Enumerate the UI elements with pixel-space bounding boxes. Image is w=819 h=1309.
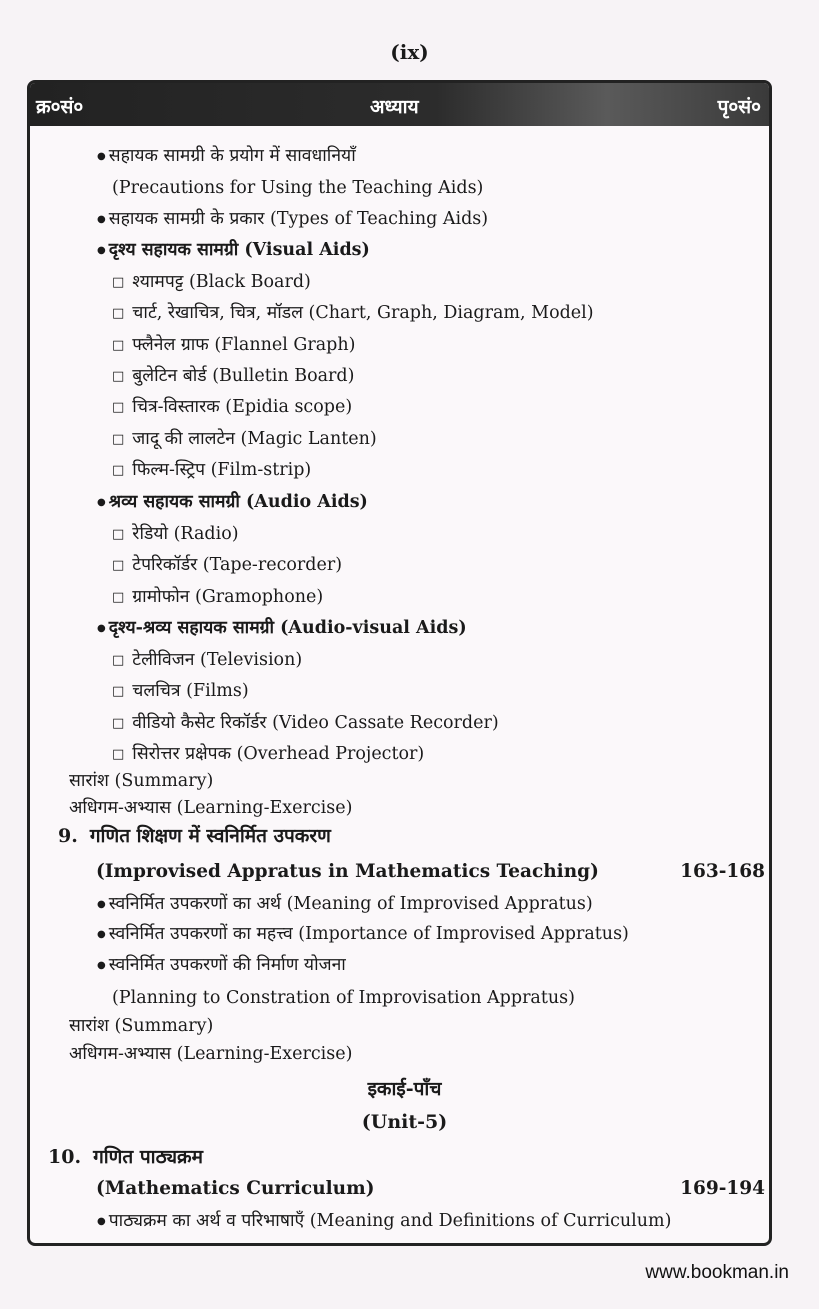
page-number-header: पृ०सं०: [717, 96, 761, 118]
toc-entry: [112, 332, 769, 360]
toc-entry: [97, 206, 769, 235]
toc-entry: [96, 859, 769, 885]
toc-text-item: सारांश (Summary): [69, 1016, 214, 1036]
toc-text-item: अधिगम-अभ्यास (Learning-Exercise): [69, 798, 353, 818]
toc-entry: [97, 921, 769, 950]
chapter-subtitle: (Mathematics Curriculum): [96, 1178, 375, 1199]
toc-bullet-item: ● सहायक सामग्री के प्रकार (Types of Teaching Aids): [97, 209, 488, 229]
toc-entry: [97, 615, 769, 644]
toc-sub-item: □ फिल्म-स्ट्रिप (Film-strip): [112, 460, 311, 480]
toc-bullet-item: ● स्वनिर्मित उपकरणों का महत्त्व (Importance of Improvised Appratus): [97, 924, 629, 944]
toc-entry: [112, 521, 769, 549]
toc-entry: [112, 584, 769, 612]
table-of-contents: [27, 80, 772, 1246]
toc-sub-item: □ चार्ट, रेखाचित्र, चित्र, मॉडल (Chart, Graph, Diagram, Model): [112, 303, 594, 323]
toc-entry: [112, 269, 769, 297]
toc-sub-item: □ चलचित्र (Films): [112, 681, 249, 701]
toc-entry: [97, 489, 769, 518]
toc-entry: [97, 237, 769, 266]
toc-bullet-item: ● सहायक सामग्री के प्रयोग में सावधानियाँ: [97, 146, 356, 166]
toc-sub-item: □ फ्लैनेल ग्राफ (Flannel Graph): [112, 335, 356, 355]
toc-entry: [112, 457, 769, 485]
toc-entry: [48, 1144, 769, 1171]
toc-text-item: (Planning to Constration of Improvisation Appratus): [112, 988, 575, 1008]
toc-entry: [112, 985, 769, 1011]
chapter-title: गणित शिक्षण में स्वनिर्मित उपकरण: [89, 825, 331, 847]
unit-title: इकाई-पाँच: [367, 1078, 442, 1100]
toc-sub-item: □ रेडियो (Radio): [112, 524, 239, 544]
toc-entry: [112, 363, 769, 391]
toc-sub-item: □ श्यामपट्ट (Black Board): [112, 272, 311, 292]
toc-sub-item: □ सिरोत्तर प्रक्षेपक (Overhead Projector): [112, 744, 424, 764]
toc-entry: [97, 952, 769, 981]
chapter-number: 10.: [48, 1146, 82, 1168]
toc-sub-item: □ टेलीविजन (Television): [112, 650, 302, 670]
toc-entry: [30, 1076, 769, 1103]
toc-entry: [112, 426, 769, 454]
toc-entry: [96, 1176, 769, 1202]
toc-entry: [112, 710, 769, 738]
toc-entry: [69, 1041, 769, 1067]
toc-text-item: (Precautions for Using the Teaching Aids): [112, 178, 484, 198]
toc-sub-item: □ जादू की लालटेन (Magic Lanten): [112, 429, 377, 449]
toc-entry: [97, 891, 769, 920]
toc-bullet-item: ● स्वनिर्मित उपकरणों का अर्थ (Meaning of Improvised Appratus): [97, 894, 593, 914]
page-number: (ix): [390, 40, 429, 64]
toc-entry: [97, 1208, 769, 1237]
toc-entry: [97, 143, 769, 172]
toc-entry: [69, 1013, 769, 1039]
toc-bullet-item: ● दृश्य सहायक सामग्री (Visual Aids): [97, 240, 370, 260]
footer-url: www.bookman.in: [645, 1262, 789, 1283]
toc-entry: [58, 823, 769, 850]
toc-text-item: सारांश (Summary): [69, 771, 214, 791]
toc-entry: [112, 300, 769, 328]
toc-text-item: अधिगम-अभ्यास (Learning-Exercise): [69, 1044, 353, 1064]
toc-bullet-item: ● पाठ्यक्रम का अर्थ व परिभाषाएँ (Meaning and Definitions of Curriculum): [97, 1211, 671, 1231]
toc-entry: [112, 394, 769, 422]
toc-bullet-item: ● श्रव्य सहायक सामग्री (Audio Aids): [97, 492, 368, 512]
toc-sub-item: □ ग्रामोफोन (Gramophone): [112, 587, 323, 607]
toc-entry: [112, 552, 769, 580]
toc-bullet-item: ● स्वनिर्मित उपकरणों की निर्माण योजना: [97, 955, 346, 975]
chapter-subtitle: (Improvised Appratus in Mathematics Teaching): [96, 861, 599, 882]
toc-entry: [69, 795, 769, 821]
chapter-page-range: 163-168: [680, 861, 765, 882]
toc-entry: [112, 175, 769, 201]
toc-entry: [69, 768, 769, 794]
toc-sub-item: □ वीडियो कैसेट रिकॉर्डर (Video Cassate Recorder): [112, 713, 499, 733]
chapter-header: अध्याय: [370, 96, 419, 118]
toc-entry: [112, 678, 769, 706]
toc-entry: [112, 741, 769, 769]
toc-bullet-item: ● दृश्य-श्रव्य सहायक सामग्री (Audio-visual Aids): [97, 618, 467, 638]
toc-sub-item: □ टेपरिकॉर्डर (Tape-recorder): [112, 555, 342, 575]
chapter-number: 9.: [58, 825, 78, 847]
chapter-page-range: 169-194: [680, 1178, 765, 1199]
toc-header-bar: [30, 83, 769, 126]
unit-subtitle: (Unit-5): [361, 1111, 448, 1133]
toc-entry: [30, 1109, 769, 1136]
chapter-title: गणित पाठ्यक्रम: [93, 1146, 203, 1168]
serial-number-header: क्र०सं०: [36, 96, 84, 118]
toc-entry: [112, 647, 769, 675]
toc-sub-item: □ बुलेटिन बोर्ड (Bulletin Board): [112, 366, 354, 386]
toc-sub-item: □ चित्र-विस्तारक (Epidia scope): [112, 397, 352, 417]
